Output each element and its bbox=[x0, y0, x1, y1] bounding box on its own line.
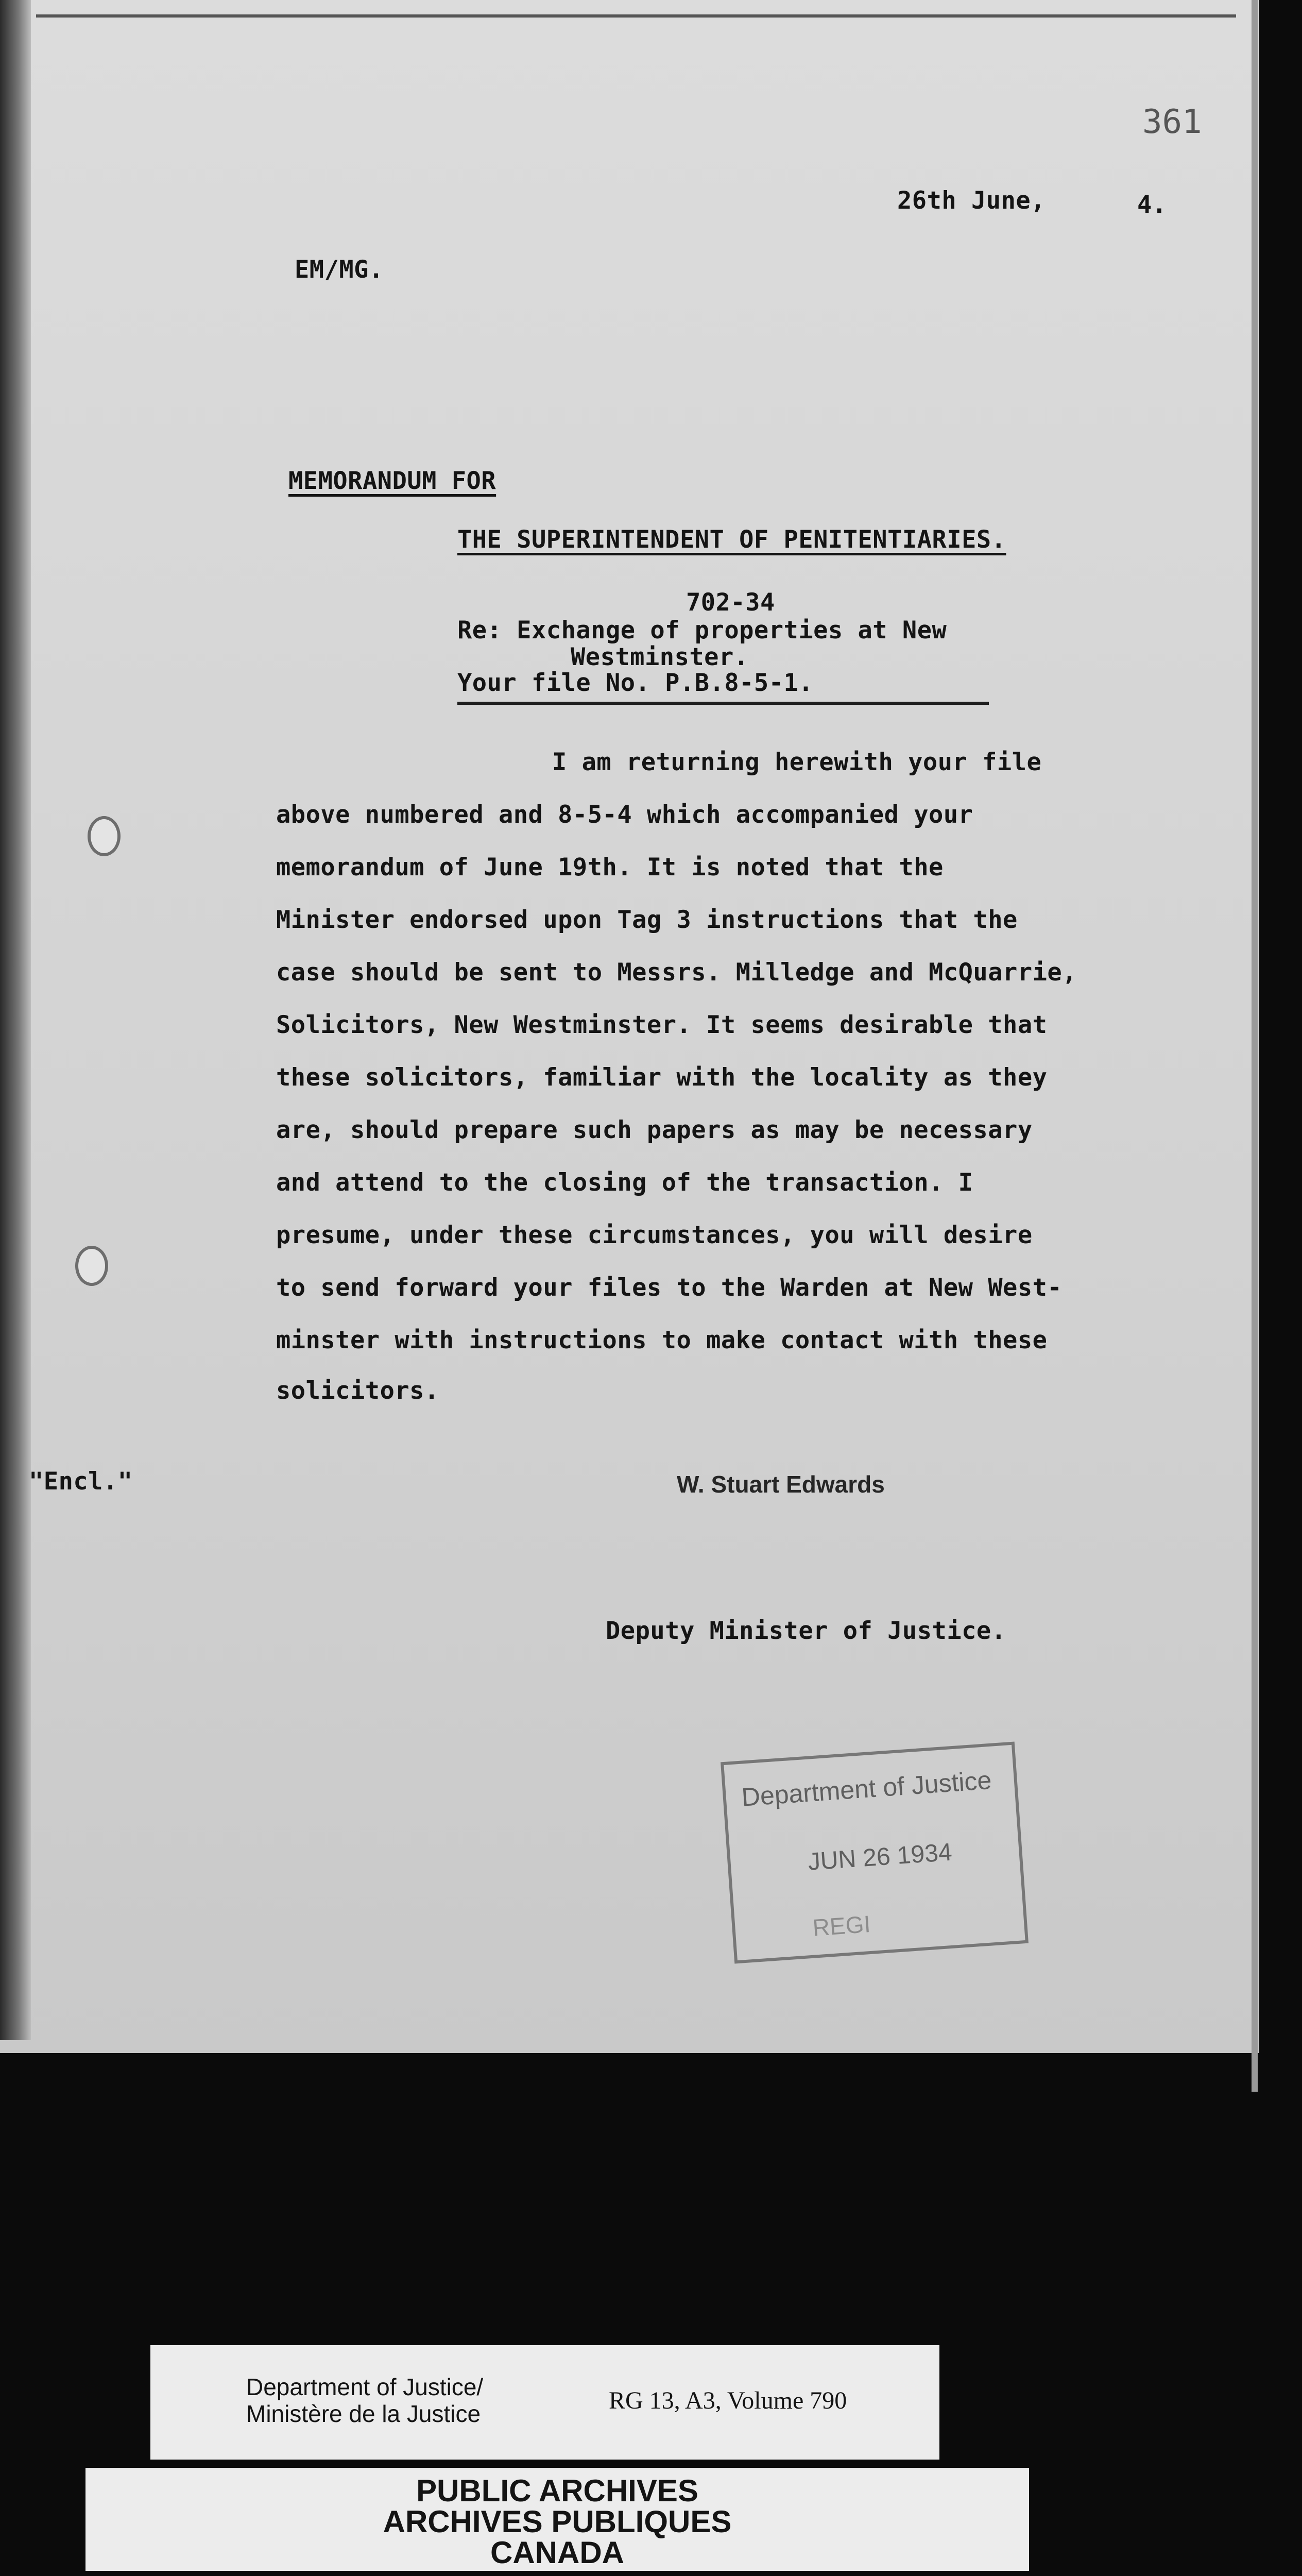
body-line-9: and attend to the closing of the transaction. I bbox=[276, 1168, 973, 1197]
body-line-6: Solicitors, New Westminster. It seems desirable that bbox=[276, 1011, 1048, 1039]
body-line-2: above numbered and 8-5-4 which accompanied your bbox=[276, 801, 973, 829]
reference-initials: EM/MG. bbox=[295, 256, 384, 284]
body-line-12: minster with instructions to make contact with these bbox=[276, 1326, 1048, 1354]
memo-recipient: THE SUPERINTENDENT OF PENITENTIARIES. bbox=[457, 526, 1006, 554]
page-edge-shadow bbox=[1252, 0, 1258, 2092]
body-line-10: presume, under these circumstances, you will desire bbox=[276, 1221, 1033, 1249]
body-line-7: these solicitors, familiar with the locality as they bbox=[276, 1063, 1048, 1092]
page-top-edge bbox=[36, 14, 1236, 18]
body-line-5: case should be sent to Messrs. Milledge and McQuarrie, bbox=[276, 958, 1077, 987]
body-line-13: solicitors. bbox=[276, 1377, 439, 1405]
punch-hole-lower bbox=[75, 1246, 108, 1286]
memo-heading: MEMORANDUM FOR bbox=[288, 467, 496, 495]
archive-reference-label bbox=[150, 2345, 939, 2460]
stamp-date: JUN 26 1934 bbox=[807, 1838, 953, 1876]
subject-line-2: Westminster. bbox=[571, 643, 749, 671]
label-line-3: CANADA bbox=[490, 2535, 624, 2570]
signatory-title: Deputy Minister of Justice. bbox=[606, 1617, 1006, 1645]
body-line-1: I am returning herewith your file bbox=[552, 748, 1042, 776]
signature: W. Stuart Edwards bbox=[677, 1471, 885, 1498]
label-line-2: ARCHIVES PUBLIQUES bbox=[383, 2504, 732, 2539]
label-department-en: Department of Justice/ bbox=[246, 2374, 484, 2400]
body-line-4: Minister endorsed upon Tag 3 instructions that the bbox=[276, 906, 1018, 934]
stamp-department: Department of Justice bbox=[740, 1765, 992, 1812]
body-line-11: to send forward your files to the Warden at New West- bbox=[276, 1274, 1063, 1302]
label-line-1: PUBLIC ARCHIVES bbox=[416, 2473, 698, 2508]
page-number: 361 bbox=[1142, 103, 1202, 141]
stamp-registry: REGI bbox=[812, 1910, 871, 1941]
subject-line-1: Re: Exchange of properties at New bbox=[457, 616, 947, 645]
label-volume-reference: RG 13, A3, Volume 790 bbox=[609, 2387, 847, 2414]
label-department-fr: Ministère de la Justice bbox=[246, 2400, 481, 2427]
subject-line-3: Your file No. P.B.8-5-1. bbox=[457, 669, 814, 697]
body-line-3: memorandum of June 19th. It is noted that the bbox=[276, 853, 944, 882]
film-edge bbox=[0, 0, 31, 2040]
enclosure-note: "Encl." bbox=[29, 1467, 133, 1496]
memo-date: 26th June, bbox=[897, 187, 1046, 215]
subject-underline bbox=[457, 702, 989, 705]
archive-stamp-label bbox=[85, 2468, 1029, 2571]
punch-hole-upper bbox=[88, 816, 121, 856]
body-line-8: are, should prepare such papers as may be necessary bbox=[276, 1116, 1033, 1144]
memo-date-year: 4. bbox=[1137, 191, 1167, 219]
received-stamp bbox=[721, 1742, 1029, 1964]
file-number: 702-34 bbox=[686, 588, 775, 617]
